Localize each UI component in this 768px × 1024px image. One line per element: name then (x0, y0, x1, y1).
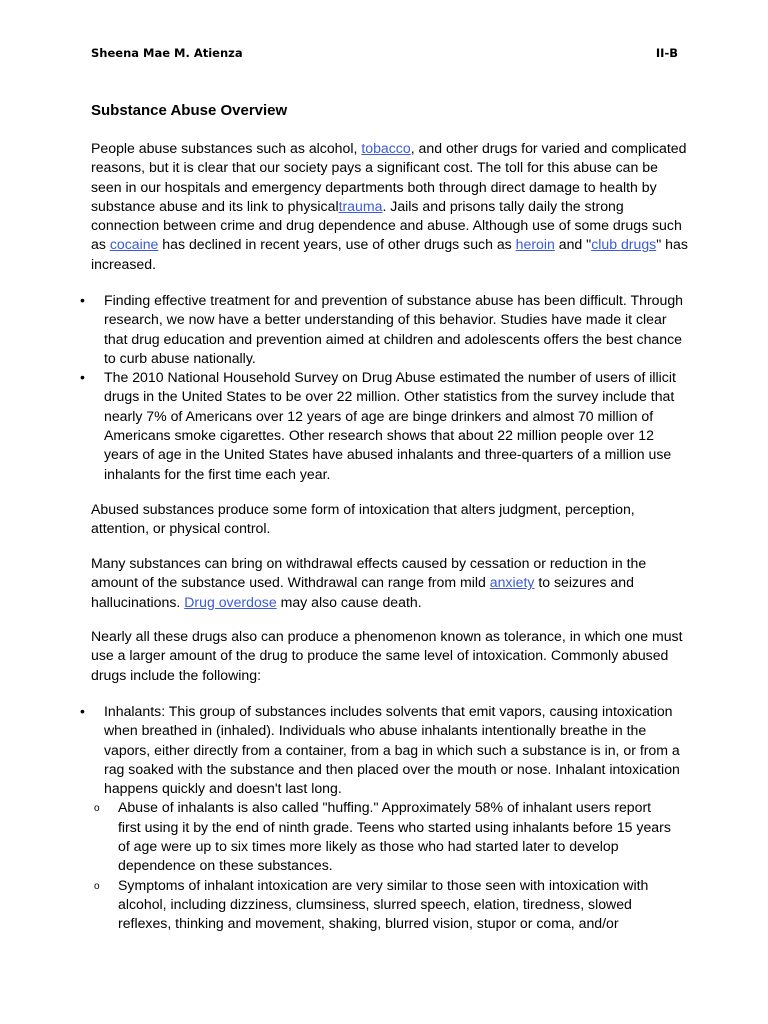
list-item-text: Inhalants: This group of substances includes solvents that emit vapors, causing intoxication (104, 703, 673, 719)
paragraph-text: drugs include the following: (91, 666, 262, 683)
intro-text: " has (656, 236, 688, 253)
page-header (91, 46, 678, 60)
paragraph-text: Many substances can bring on withdrawal effects caused by cessation or reduction in the (91, 555, 647, 571)
tolerance-paragraph (91, 627, 691, 685)
bullet-icon: • (80, 292, 85, 308)
intro-text: substance abuse and its link to physical (91, 197, 339, 214)
bullet-icon: • (80, 703, 85, 719)
intro-text: . Jails and prisons tally daily the strong (382, 197, 624, 214)
list-item-text: Symptoms of inhalant intoxication are very similar to those seen with intoxication with (118, 876, 649, 893)
list-item-text: Finding effective treatment for and prevention of substance abuse has been difficult. Through (104, 292, 683, 308)
list-item-text: that drug education and prevention aimed at children and adolescents offers the best chance (104, 330, 682, 347)
paragraph-text: attention, or physical control. (91, 520, 271, 537)
withdrawal-paragraph (91, 554, 691, 612)
paragraph-text: amount of the substance used. Withdrawal can range from mild (91, 574, 490, 591)
list-item (0, 291, 700, 368)
intro-text: and " (554, 236, 592, 253)
cocaine-link[interactable]: cocaine (109, 236, 159, 253)
author-name: Sheena Mae M. Atienza (91, 46, 243, 60)
heroin-link[interactable]: heroin (515, 236, 555, 253)
list-item-text: to curb abuse nationally. (104, 349, 256, 366)
intro-text: reasons, but it is clear that our society pays a significant cost. The toll for this abuse can be (91, 159, 658, 176)
paragraph-text: to seizures and (534, 574, 634, 591)
trauma-link[interactable]: trauma (338, 197, 383, 214)
paragraph-text: Nearly all these drugs also can produce a phenomenon known as tolerance, in which one must (91, 628, 683, 644)
intro-text: connection between crime and drug dependence and abuse. Although use of some drugs such (91, 217, 682, 234)
bullet-icon: • (80, 369, 85, 386)
sub-bullet-icon: o (94, 803, 100, 815)
bullet-list-statistics (0, 291, 700, 484)
list-item-text: vapors, either directly from a container, from a bag in which such a substance is in, or from a (104, 741, 680, 758)
list-item-text: Abuse of inhalants is also called "huffing." Approximately 58% of inhalant users report (118, 799, 652, 816)
list-item-text: of age were up to six times more likely as those who had started later to develop (118, 838, 619, 855)
list-item-text: drugs in the United States to be over 22 million. Other statistics from the survey include that (104, 388, 675, 405)
sub-list-item (0, 876, 700, 934)
sub-list-item (0, 798, 700, 875)
drug-overdose-link[interactable]: Drug overdose (184, 593, 277, 610)
paragraph-text: use a larger amount of the drug to produce the same level of intoxication. Commonly abused (91, 647, 669, 664)
intro-text: , and other drugs for varied and complicated (410, 140, 687, 156)
bullet-list-drugs (0, 702, 700, 934)
anxiety-link[interactable]: anxiety (489, 574, 535, 591)
intro-text: increased. (91, 255, 157, 272)
list-item-text: Americans smoke cigarettes. Other research shows that about 22 million people over 12 (104, 427, 654, 444)
list-item-text: rag soaked with the substance and then placed over the mouth or nose. Inhalant intoxication (104, 760, 680, 777)
section-label: II-B (655, 46, 678, 60)
intro-text: as (91, 236, 110, 253)
list-item-text: inhalants for the first time each year. (104, 465, 331, 482)
list-item-text: reflexes, thinking and movement, shaking, blurred vision, stupor or coma, and/or (118, 915, 619, 932)
intoxication-paragraph (91, 500, 691, 539)
intro-paragraph (91, 139, 691, 274)
sub-bullet-icon: o (94, 880, 100, 892)
list-item-text: years of age in the United States have abused inhalants and three-quarters of a million use (104, 446, 672, 463)
paragraph-text: hallucinations. (91, 593, 185, 610)
tobacco-link[interactable]: tobacco (361, 140, 411, 156)
list-item-text: happens quickly and doesn't last long. (104, 780, 342, 797)
list-item-text: first using it by the end of ninth grade. Teens who started using inhalants before 15 years (118, 818, 671, 835)
list-item-text: nearly 7% of Americans over 12 years of age are binge drinkers and almost 70 million of (104, 407, 654, 424)
club-drugs-link[interactable]: club drugs (591, 236, 657, 253)
intro-text: People abuse substances such as alcohol, (91, 140, 362, 156)
list-item-text: research, we now have a better understanding of this behavior. Studies have made it clear (104, 311, 667, 328)
list-item-text: The 2010 National Household Survey on Drug Abuse estimated the number of users of illicit (104, 369, 676, 386)
list-item-text: dependence on these substances. (118, 857, 333, 874)
intro-text: has declined in recent years, use of other drugs such as (158, 236, 516, 253)
paragraph-text: Abused substances produce some form of intoxication that alters judgment, perception, (91, 501, 635, 517)
paragraph-text: may also cause death. (276, 593, 422, 610)
list-item (0, 368, 700, 484)
list-item-text: alcohol, including dizziness, clumsiness, slurred speech, elation, tiredness, slowed (118, 895, 632, 912)
document-title: Substance Abuse Overview (91, 102, 288, 119)
intro-text: seen in our hospitals and emergency departments both through direct damage to health by (91, 178, 657, 195)
list-item-text: when breathed in (inhaled). Individuals who abuse inhalants intentionally breathe in the (104, 722, 647, 739)
list-item (0, 702, 700, 798)
